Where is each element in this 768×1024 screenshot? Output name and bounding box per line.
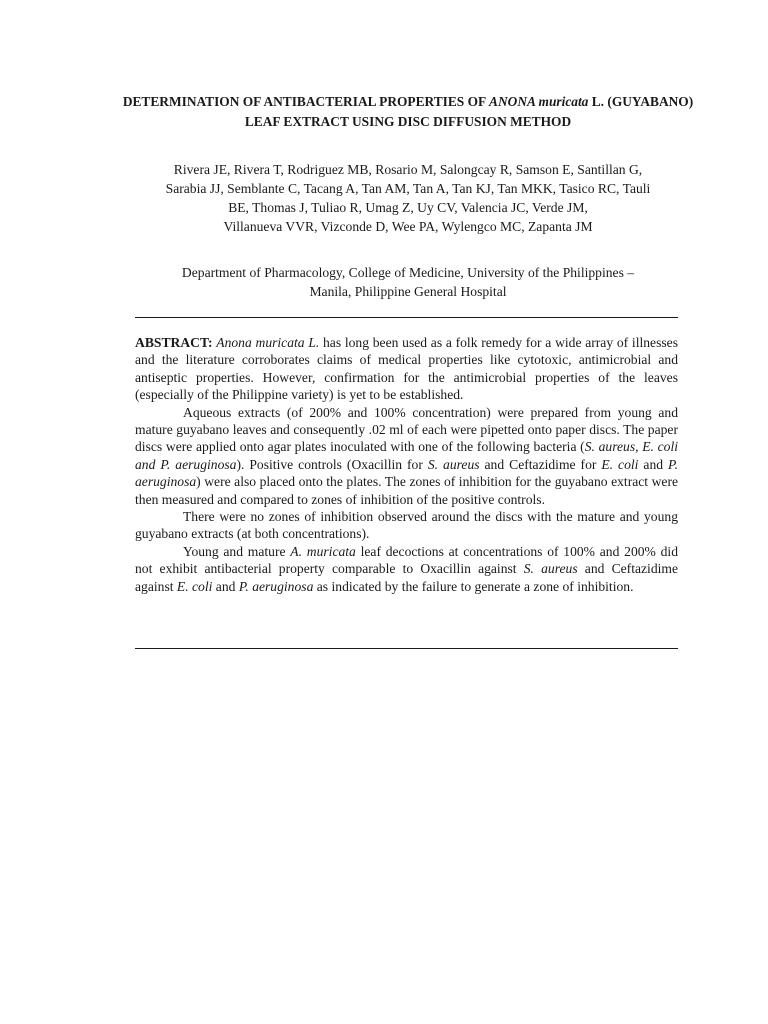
abstract-text: and bbox=[638, 456, 669, 472]
abstract-text: leaf decoctions at concentrations of 100% and 200% did not exhibit antibacterial property comparable to Oxacillin against bbox=[135, 543, 678, 577]
abstract-text: ) were also placed onto the plates. The zones of inhibition for the guyabano extract were then measured and compared to zones of inhibition of the positive controls. bbox=[135, 474, 678, 507]
affiliation-line: Manila, Philippine General Hospital bbox=[309, 284, 507, 299]
abstract-text: ). Positive controls (Oxacillin for bbox=[236, 456, 428, 472]
organism-name: S. aureus, E. coli and P. aeruginosa bbox=[135, 439, 678, 472]
organism-name: S. aureus bbox=[427, 456, 480, 472]
abstract-paragraph-3: There were no zones of inhibition observed around the discs with the mature and young guyabano extracts (at both concentrations). bbox=[135, 509, 678, 542]
abstract-text: and bbox=[212, 578, 239, 594]
affiliation bbox=[120, 263, 696, 301]
organism-name: E. coli bbox=[601, 456, 639, 472]
title-text-1: DETERMINATION OF ANTIBACTERIAL PROPERTIES OF bbox=[122, 94, 490, 109]
abstract-paragraph-2 bbox=[135, 404, 678, 508]
abstract-paragraph-4 bbox=[135, 543, 678, 595]
affiliation-line: Department of Pharmacology, College of Medicine, University of the Philippines – bbox=[181, 265, 635, 280]
abstract bbox=[135, 334, 678, 595]
organism-name: P. aeruginosa bbox=[238, 578, 314, 594]
abstract-paragraph-1 bbox=[135, 334, 678, 404]
abstract-text: and Ceftazidime for bbox=[479, 456, 602, 472]
abstract-text: and Ceftazidime against bbox=[135, 561, 679, 594]
bottom-divider bbox=[135, 648, 678, 649]
paper-title bbox=[120, 92, 696, 132]
author-line: BE, Thomas J, Tuliao R, Umag Z, Uy CV, Valencia JC, Verde JM, bbox=[228, 200, 588, 215]
abstract-text: Aqueous extracts (of 200% and 100% concentration) were prepared from young and mature guyabano leaves and consequently .02 ml of each were pipetted onto paper discs. The paper discs were applied onto agar plates inoculated with one of the following bacteria ( bbox=[135, 404, 678, 455]
abstract-text: Young and mature bbox=[183, 543, 291, 559]
author-line: Villanueva VVR, Vizconde D, Wee PA, Wylengco MC, Zapanta JM bbox=[223, 219, 593, 234]
organism-name: P. aeruginosa bbox=[135, 456, 678, 490]
author-line: Sarabia JJ, Semblante C, Tacang A, Tan AM, Tan A, Tan KJ, Tan MKK, Tasico RC, Tauli bbox=[165, 181, 651, 196]
abstract-heading: ABSTRACT: bbox=[135, 335, 213, 350]
author-list bbox=[120, 160, 696, 236]
organism-name: A. muricata bbox=[290, 543, 356, 559]
title-text-2: L. (GUYABANO) LEAF EXTRACT USING DISC DIFFUSION METHOD bbox=[244, 94, 694, 129]
abstract-species: Anona muricata L. bbox=[216, 335, 320, 350]
organism-name: E. coli bbox=[176, 578, 213, 594]
organism-name: S. aureus bbox=[523, 561, 578, 577]
title-species: ANONA muricata bbox=[489, 94, 589, 109]
top-divider bbox=[135, 317, 678, 318]
author-line: Rivera JE, Rivera T, Rodriguez MB, Rosario M, Salongcay R, Samson E, Santillan G, bbox=[173, 162, 643, 177]
abstract-text: as indicated by the failure to generate a zone of inhibition. bbox=[313, 578, 634, 594]
abstract-text: has long been used as a folk remedy for a wide array of illnesses and the literature corroborates claims of medical properties like cytotoxic, antimicrobial and antiseptic properties. However, confirmation for the antimicrobial properties of the leaves (especially of the Philippine variety) is yet to be established. bbox=[135, 335, 678, 403]
